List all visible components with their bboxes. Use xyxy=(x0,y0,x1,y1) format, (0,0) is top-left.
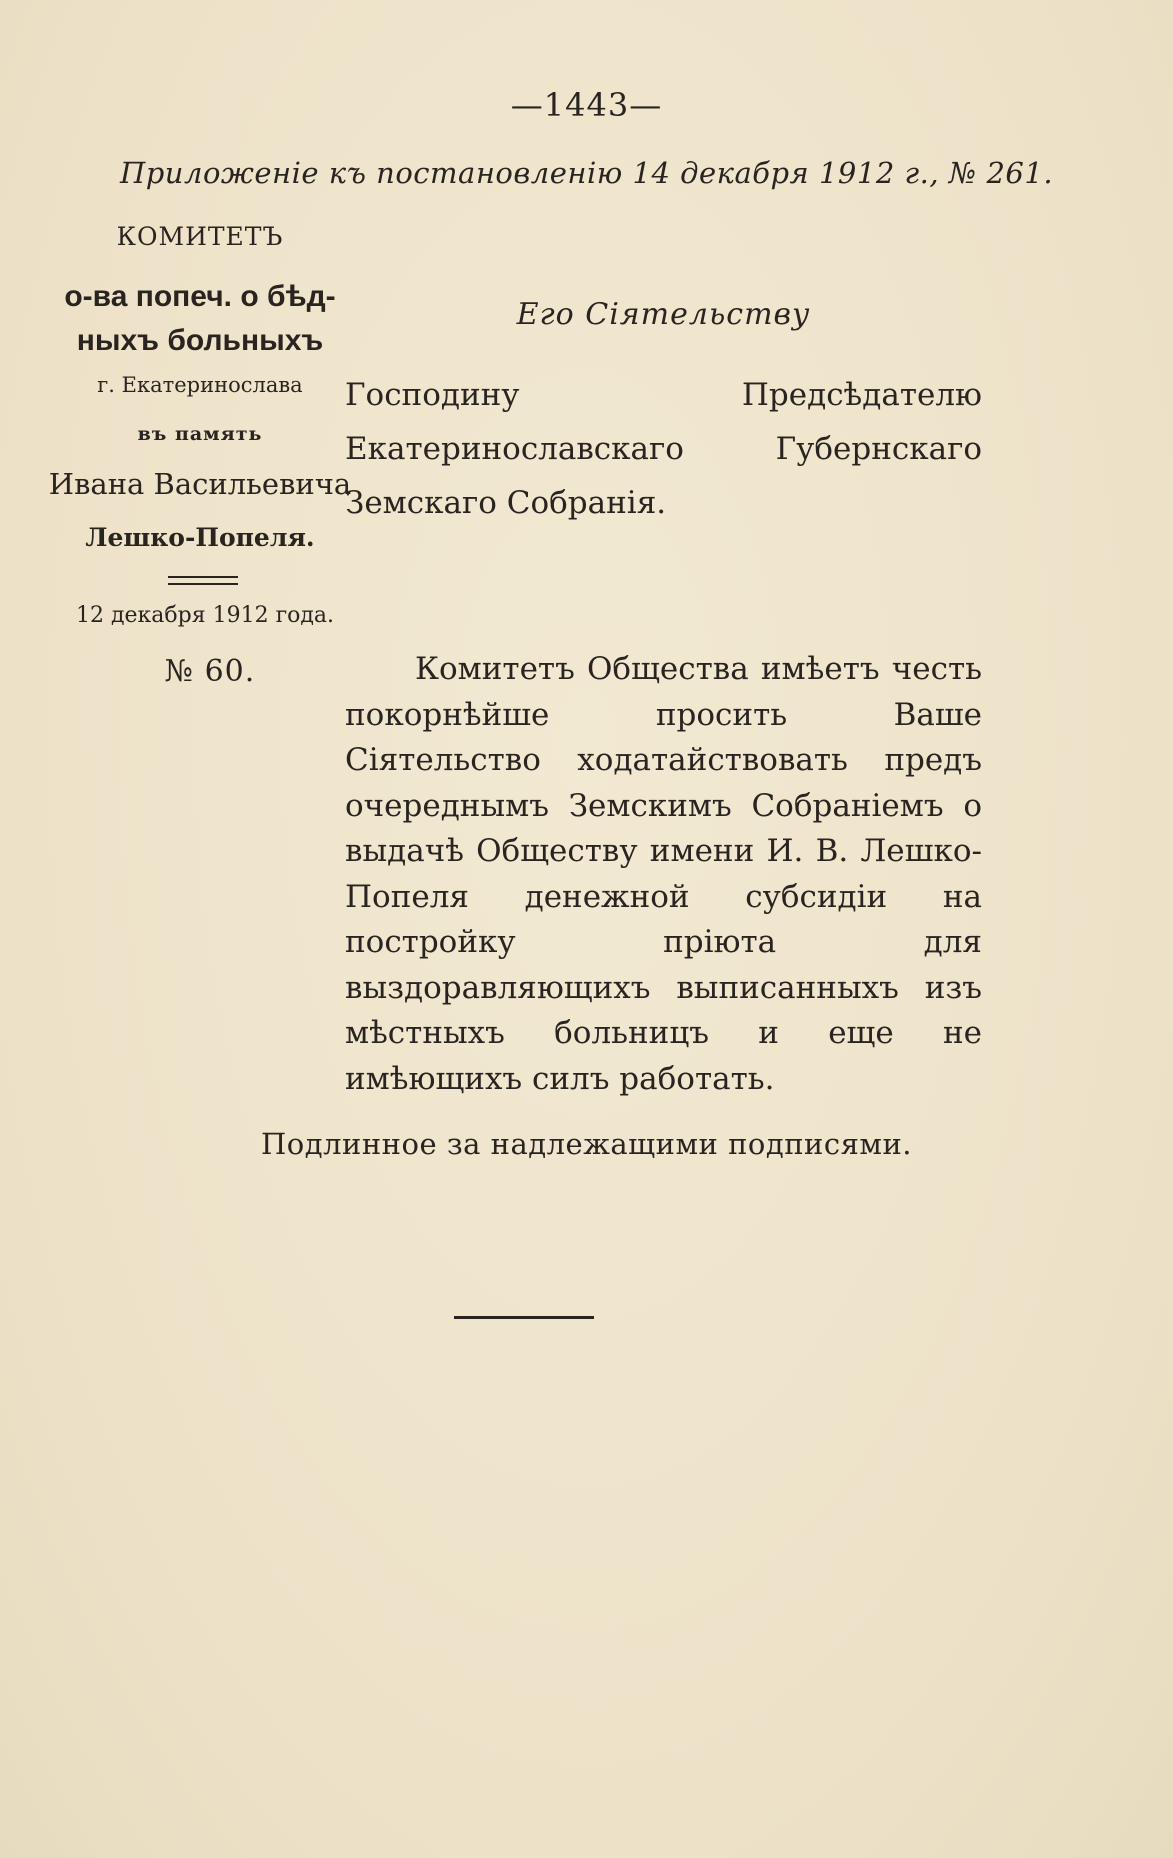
sender-city: г. Екатеринослава xyxy=(97,373,303,397)
sender-memory: въ память xyxy=(137,423,263,445)
page-number: —1443— xyxy=(510,86,663,124)
bottom-rule-divider xyxy=(454,1316,594,1319)
addressee: Господину Предсѣдателю Екатеринославскаго Губернскаго Земскаго Собранiя. xyxy=(345,377,982,521)
letter-number: № 60. xyxy=(164,654,256,689)
salutation: Его Сiятельству xyxy=(516,297,811,332)
sender-name-line1: Ивана Васильевича xyxy=(48,467,352,501)
double-rule-divider xyxy=(168,576,238,585)
letter-body: Комитетъ Общества имѣетъ честь покорнѣйше просить Ваше Сiятельство ходатайствовать предъ очереднымъ Земскимъ Собранiемъ о выдачѣ Обществу имени И. В. Лешко-Попеля денежной субсидiи на постройку прiюта для выздоравляющихъ выписанныхъ изъ мѣстныхъ больницъ и еще не имѣющихъ силъ работать. xyxy=(345,651,982,1097)
appendix-heading: Приложенiе къ постановленiю 14 декабря 1912 г., № 261. xyxy=(119,156,1054,190)
sender-society: о-ва попеч. о бѣд-ныхъ больныхъ xyxy=(64,280,336,357)
sender-committee: КОМИТЕТЪ xyxy=(116,222,284,251)
sender-name-line2: Лешко-Попеля. xyxy=(85,523,315,552)
letter-date: 12 декабря 1912 года. xyxy=(75,603,335,628)
closing-note: Подлинное за надлежащими подписями. xyxy=(260,1127,913,1161)
